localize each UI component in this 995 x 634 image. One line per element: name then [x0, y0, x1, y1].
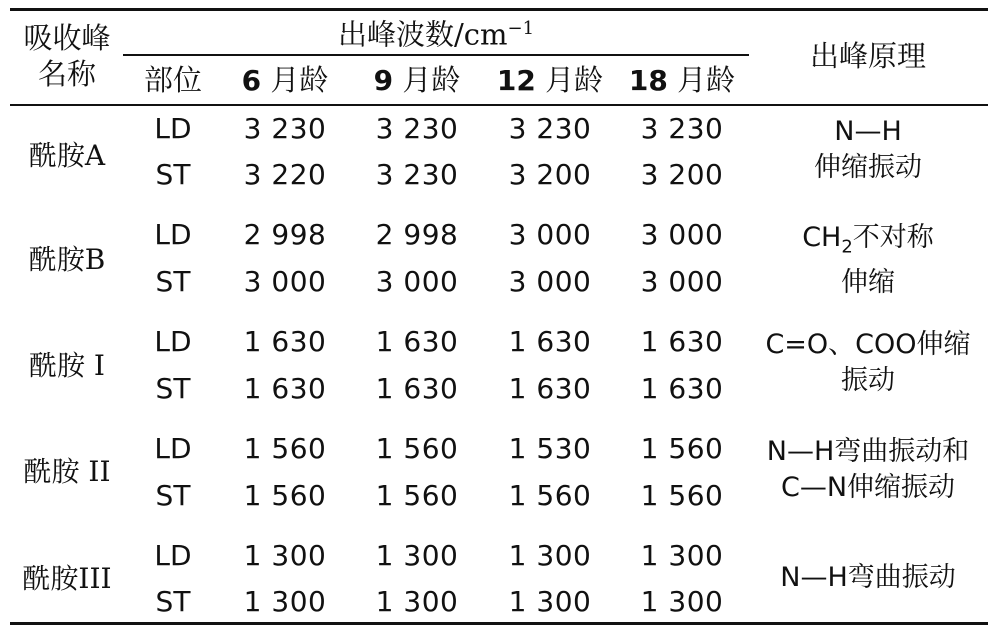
- value-cell: 1 630: [375, 325, 459, 358]
- principle-amide-3: N—H弯曲振动: [780, 562, 956, 593]
- value-cell: 2 998: [243, 218, 327, 251]
- row-part: LD: [154, 432, 192, 465]
- wavenumber-title: 出峰波数/cm: [337, 17, 508, 52]
- row-part: LD: [154, 112, 192, 145]
- value-cell: 1 630: [508, 325, 592, 358]
- age-header-12: 12 月龄: [496, 63, 604, 97]
- value-cell: 1 300: [508, 539, 592, 572]
- row-part: LD: [154, 539, 192, 572]
- wavenumber-subrule: [123, 54, 749, 56]
- value-cell: 1 560: [640, 479, 724, 512]
- value-cell: 3 000: [640, 265, 724, 298]
- value-cell: 1 300: [243, 585, 327, 618]
- value-cell: 1 300: [243, 539, 327, 572]
- value-cell: 3 230: [375, 112, 459, 145]
- value-cell: 3 200: [508, 158, 592, 191]
- row-part: ST: [155, 479, 191, 512]
- value-cell: 3 000: [640, 218, 724, 251]
- value-cell: 1 300: [640, 585, 724, 618]
- value-cell: 1 630: [243, 325, 327, 358]
- value-cell: 3 000: [243, 265, 327, 298]
- value-cell: 3 230: [375, 158, 459, 191]
- value-cell: 2 998: [375, 218, 459, 251]
- value-cell: 1 560: [243, 479, 327, 512]
- part-header: 部位: [143, 63, 203, 97]
- wavenumber-header: [337, 17, 535, 52]
- principle-amide-b: $CH_2$不对称 伸缩: [802, 222, 934, 299]
- value-cell: 3 000: [508, 265, 592, 298]
- value-cell: 1 630: [508, 372, 592, 405]
- value-cell: 1 300: [375, 585, 459, 618]
- value-cell: 3 000: [375, 265, 459, 298]
- age-header-6: 6 月龄: [241, 63, 329, 97]
- value-cell: 3 200: [640, 158, 724, 191]
- value-cell: 1 560: [243, 432, 327, 465]
- value-cell: 1 630: [640, 372, 724, 405]
- value-cell: 1 300: [640, 539, 724, 572]
- row-name-amide-2: 酰胺 II: [23, 455, 111, 488]
- row-part: ST: [155, 585, 191, 618]
- peak-name-header-line1: 吸收峰: [23, 21, 111, 55]
- row-part: ST: [155, 158, 191, 191]
- row-part: ST: [155, 265, 191, 298]
- value-cell: 1 630: [375, 372, 459, 405]
- row-part: LD: [154, 218, 192, 251]
- row-name-amide-3: 酰胺III: [22, 562, 112, 595]
- age-header-18: 18 月龄: [628, 63, 736, 97]
- row-name-amide-b: 酰胺B: [28, 243, 106, 276]
- principle-header: 出峰原理: [809, 39, 927, 73]
- peak-name-header-line2: 名称: [37, 57, 97, 91]
- value-cell: 1 300: [375, 539, 459, 572]
- value-cell: 1 630: [640, 325, 724, 358]
- principle-amide-a: N—H 伸缩振动: [814, 116, 922, 183]
- header-rule: [10, 104, 988, 106]
- data-table: [10, 8, 988, 626]
- value-cell: 1 560: [375, 432, 459, 465]
- row-name-amide-1: 酰胺 I: [29, 349, 105, 382]
- age-header-9: 9 月龄: [373, 63, 461, 97]
- principle-amide-1: C=O、COO伸缩 振动: [765, 329, 971, 396]
- row-name-amide-a: 酰胺A: [28, 139, 106, 172]
- value-cell: 1 630: [243, 372, 327, 405]
- value-cell: 3 000: [508, 218, 592, 251]
- value-cell: 3 230: [640, 112, 724, 145]
- value-cell: 3 230: [508, 112, 592, 145]
- row-part: ST: [155, 372, 191, 405]
- value-cell: 1 560: [375, 479, 459, 512]
- value-cell: 1 560: [640, 432, 724, 465]
- top-rule: [10, 8, 988, 11]
- row-part: LD: [154, 325, 192, 358]
- value-cell: 1 530: [508, 432, 592, 465]
- value-cell: 3 220: [243, 158, 327, 191]
- value-cell: 1 300: [508, 585, 592, 618]
- principle-amide-2: N—H弯曲振动和 C—N伸缩振动: [766, 436, 970, 503]
- value-cell: 3 230: [243, 112, 327, 145]
- value-cell: 1 560: [508, 479, 592, 512]
- wavenumber-exponent: −1: [507, 18, 535, 39]
- bottom-rule: [10, 622, 988, 625]
